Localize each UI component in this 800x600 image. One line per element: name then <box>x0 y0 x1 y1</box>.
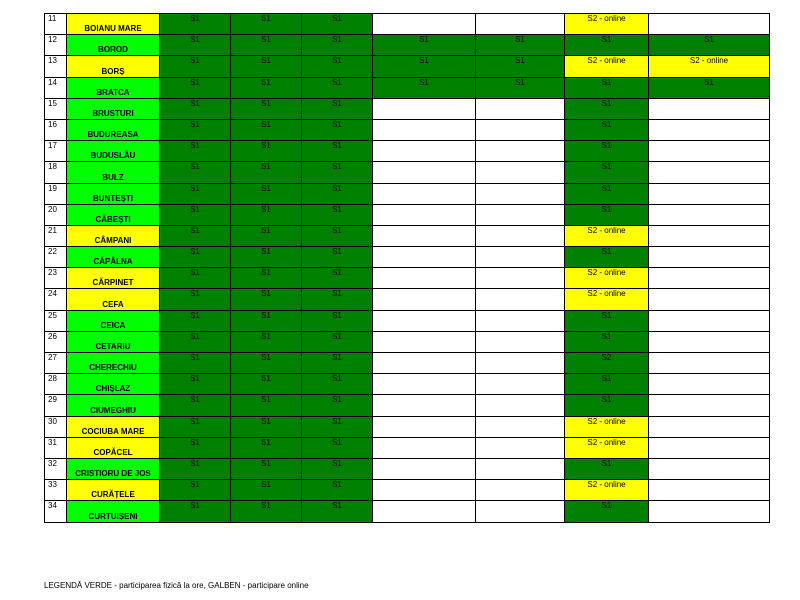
table-row <box>45 289 770 310</box>
session-cell <box>373 437 476 458</box>
session-cell: S1 <box>649 77 770 98</box>
locality-name: BUNTEȘTI <box>67 183 160 204</box>
session-cell <box>373 225 476 246</box>
session-cell: S1 <box>160 501 231 522</box>
session-cell: S1 <box>160 247 231 268</box>
session-cell: S1 <box>231 458 302 479</box>
table-row <box>45 225 770 246</box>
session-cell <box>649 141 770 162</box>
session-cell: S1 <box>302 56 373 77</box>
row-number: 21 <box>45 225 67 246</box>
session-cell <box>649 98 770 119</box>
row-number: 17 <box>45 141 67 162</box>
session-cell: S1 <box>302 77 373 98</box>
session-cell <box>476 437 565 458</box>
row-number: 34 <box>45 501 67 522</box>
session-cell <box>649 119 770 140</box>
session-cell <box>476 247 565 268</box>
locality-name: BRATCA <box>67 77 160 98</box>
table-row <box>45 437 770 458</box>
table-row <box>45 247 770 268</box>
session-cell: S1 <box>565 204 649 225</box>
session-cell: S1 <box>231 416 302 437</box>
session-cell: S1 <box>231 141 302 162</box>
session-cell: S1 <box>302 162 373 183</box>
session-cell: S1 <box>565 183 649 204</box>
table-row <box>45 395 770 416</box>
session-cell <box>373 374 476 395</box>
session-cell: S1 <box>231 331 302 352</box>
session-cell <box>373 162 476 183</box>
row-number: 16 <box>45 119 67 140</box>
session-cell: S1 <box>565 374 649 395</box>
session-cell: S1 <box>231 247 302 268</box>
session-cell <box>649 268 770 289</box>
session-cell: S1 <box>231 353 302 374</box>
session-cell: S1 <box>160 225 231 246</box>
session-cell: S1 <box>160 204 231 225</box>
row-number: 23 <box>45 268 67 289</box>
session-cell <box>649 204 770 225</box>
locality-name: BOROD <box>67 35 160 56</box>
session-cell: S1 <box>160 141 231 162</box>
session-cell: S1 <box>373 56 476 77</box>
session-cell <box>649 331 770 352</box>
session-cell: S1 <box>302 225 373 246</box>
table-row <box>45 183 770 204</box>
session-cell: S1 <box>160 395 231 416</box>
session-cell: S2 - online <box>565 437 649 458</box>
table-row <box>45 14 770 35</box>
session-cell <box>649 225 770 246</box>
session-cell: S1 <box>373 77 476 98</box>
session-cell <box>649 162 770 183</box>
session-cell <box>476 119 565 140</box>
session-cell: S1 <box>565 98 649 119</box>
session-cell <box>476 14 565 35</box>
session-cell <box>476 204 565 225</box>
row-number: 18 <box>45 162 67 183</box>
locality-name: BUDUSLĂU <box>67 141 160 162</box>
session-cell: S1 <box>302 416 373 437</box>
session-cell <box>476 501 565 522</box>
session-cell <box>373 310 476 331</box>
session-cell <box>373 98 476 119</box>
session-cell <box>476 289 565 310</box>
row-number: 29 <box>45 395 67 416</box>
session-cell: S1 <box>565 395 649 416</box>
session-cell: S1 <box>302 353 373 374</box>
session-cell <box>373 353 476 374</box>
session-cell <box>476 225 565 246</box>
session-cell <box>649 247 770 268</box>
session-cell <box>476 183 565 204</box>
session-cell <box>373 183 476 204</box>
locality-name: CHIȘLAZ <box>67 374 160 395</box>
session-cell <box>476 98 565 119</box>
session-cell: S1 <box>649 35 770 56</box>
locality-name: CIUMEGHIU <box>67 395 160 416</box>
legend-text: LEGENDĂ VERDE - participarea fizică la ore, GALBEN - participare online <box>44 581 309 590</box>
row-number: 13 <box>45 56 67 77</box>
session-cell: S1 <box>231 183 302 204</box>
row-number: 15 <box>45 98 67 119</box>
table-row <box>45 501 770 522</box>
session-cell: S1 <box>565 162 649 183</box>
session-cell <box>373 416 476 437</box>
session-cell: S1 <box>565 77 649 98</box>
session-cell: S1 <box>231 204 302 225</box>
session-cell: S1 <box>231 395 302 416</box>
session-cell <box>476 331 565 352</box>
session-cell <box>476 458 565 479</box>
locality-name: BORȘ <box>67 56 160 77</box>
session-cell: S1 <box>160 77 231 98</box>
session-cell: S1 <box>231 35 302 56</box>
table-row <box>45 77 770 98</box>
session-cell <box>649 395 770 416</box>
session-cell: S1 <box>231 98 302 119</box>
session-cell: S1 <box>160 480 231 501</box>
session-cell: S1 <box>160 353 231 374</box>
session-cell: S1 <box>302 247 373 268</box>
session-cell: S1 <box>373 35 476 56</box>
session-cell: S2 - online <box>565 56 649 77</box>
session-cell: S1 <box>302 119 373 140</box>
session-cell: S1 <box>160 162 231 183</box>
session-cell: S1 <box>476 77 565 98</box>
session-cell: S1 <box>160 183 231 204</box>
session-cell: S1 <box>565 35 649 56</box>
session-cell: S1 <box>302 374 373 395</box>
session-cell <box>649 480 770 501</box>
row-number: 30 <box>45 416 67 437</box>
session-cell: S1 <box>231 501 302 522</box>
session-cell: S1 <box>565 247 649 268</box>
session-cell <box>649 458 770 479</box>
session-cell <box>649 183 770 204</box>
table-row <box>45 204 770 225</box>
session-cell: S1 <box>302 501 373 522</box>
attendance-table <box>44 13 770 523</box>
table-row <box>45 374 770 395</box>
session-cell: S1 <box>302 98 373 119</box>
session-cell: S1 <box>231 225 302 246</box>
session-cell: S1 <box>302 331 373 352</box>
session-cell <box>649 310 770 331</box>
table-row <box>45 416 770 437</box>
session-cell: S1 <box>302 458 373 479</box>
locality-name: CĂBEȘTI <box>67 204 160 225</box>
row-number: 19 <box>45 183 67 204</box>
session-cell: S1 <box>231 289 302 310</box>
session-cell: S1 <box>302 395 373 416</box>
session-cell <box>373 204 476 225</box>
session-cell: S1 <box>565 331 649 352</box>
row-number: 22 <box>45 247 67 268</box>
session-cell <box>649 501 770 522</box>
table-row <box>45 480 770 501</box>
session-cell: S1 <box>160 458 231 479</box>
session-cell: S1 <box>565 310 649 331</box>
session-cell: S1 <box>302 35 373 56</box>
table-row <box>45 331 770 352</box>
session-cell <box>476 480 565 501</box>
session-cell: S1 <box>302 437 373 458</box>
session-cell: S1 <box>302 14 373 35</box>
session-cell: S1 <box>160 98 231 119</box>
table-row <box>45 353 770 374</box>
session-cell: S2 <box>565 353 649 374</box>
session-cell: S1 <box>231 480 302 501</box>
session-cell <box>373 247 476 268</box>
session-cell: S1 <box>302 268 373 289</box>
session-cell <box>373 119 476 140</box>
session-cell <box>649 14 770 35</box>
session-cell: S1 <box>231 56 302 77</box>
session-cell <box>373 331 476 352</box>
table-row <box>45 268 770 289</box>
row-number: 31 <box>45 437 67 458</box>
row-number: 27 <box>45 353 67 374</box>
session-cell <box>649 289 770 310</box>
session-cell <box>649 353 770 374</box>
table-body <box>45 14 770 523</box>
session-cell: S1 <box>302 289 373 310</box>
session-cell <box>373 14 476 35</box>
locality-name: CURTUIȘENI <box>67 501 160 522</box>
session-cell <box>476 374 565 395</box>
row-number: 26 <box>45 331 67 352</box>
session-cell <box>649 437 770 458</box>
session-cell: S1 <box>160 416 231 437</box>
session-cell: S2 - online <box>565 416 649 437</box>
session-cell <box>373 289 476 310</box>
row-number: 20 <box>45 204 67 225</box>
row-number: 11 <box>45 14 67 35</box>
session-cell <box>373 458 476 479</box>
locality-name: BRUSTURI <box>67 98 160 119</box>
locality-name: CRISTIORU DE JOS <box>67 458 160 479</box>
table-row <box>45 162 770 183</box>
session-cell: S1 <box>302 204 373 225</box>
locality-name: BUDUREASA <box>67 119 160 140</box>
session-cell: S1 <box>302 183 373 204</box>
locality-name: CĂRPINET <box>67 268 160 289</box>
session-cell <box>476 310 565 331</box>
session-cell: S1 <box>231 77 302 98</box>
session-cell: S1 <box>160 374 231 395</box>
session-cell: S1 <box>160 56 231 77</box>
session-cell: S1 <box>231 14 302 35</box>
session-cell: S1 <box>302 141 373 162</box>
session-cell <box>373 141 476 162</box>
session-cell: S1 <box>231 437 302 458</box>
locality-name: CEICA <box>67 310 160 331</box>
table-row <box>45 56 770 77</box>
session-cell <box>373 480 476 501</box>
session-cell <box>476 141 565 162</box>
session-cell: S2 - online <box>565 14 649 35</box>
session-cell: S1 <box>565 141 649 162</box>
table-row <box>45 458 770 479</box>
session-cell: S2 - online <box>565 480 649 501</box>
session-cell: S1 <box>160 14 231 35</box>
session-cell: S1 <box>302 480 373 501</box>
session-cell: S2 - online <box>565 289 649 310</box>
row-number: 32 <box>45 458 67 479</box>
session-cell <box>476 353 565 374</box>
session-cell <box>649 374 770 395</box>
session-cell: S1 <box>160 331 231 352</box>
session-cell: S1 <box>160 289 231 310</box>
session-cell: S1 <box>231 310 302 331</box>
locality-name: COPĂCEL <box>67 437 160 458</box>
locality-name: CÂMPANI <box>67 225 160 246</box>
table-row <box>45 35 770 56</box>
locality-name: CĂPÂLNA <box>67 247 160 268</box>
session-cell <box>649 416 770 437</box>
session-cell: S1 <box>565 501 649 522</box>
session-cell <box>476 416 565 437</box>
session-cell: S1 <box>476 56 565 77</box>
table-row <box>45 141 770 162</box>
session-cell: S2 - online <box>565 268 649 289</box>
locality-name: BOIANU MARE <box>67 14 160 35</box>
session-cell: S1 <box>231 374 302 395</box>
session-cell <box>373 501 476 522</box>
locality-name: CEFA <box>67 289 160 310</box>
session-cell: S2 - online <box>565 225 649 246</box>
session-cell: S1 <box>302 310 373 331</box>
session-cell <box>373 268 476 289</box>
table-row <box>45 98 770 119</box>
row-number: 14 <box>45 77 67 98</box>
row-number: 12 <box>45 35 67 56</box>
row-number: 24 <box>45 289 67 310</box>
session-cell: S1 <box>565 458 649 479</box>
session-cell: S1 <box>160 310 231 331</box>
table-row <box>45 119 770 140</box>
locality-name: CHERECHIU <box>67 353 160 374</box>
session-cell: S1 <box>160 119 231 140</box>
session-cell: S1 <box>565 119 649 140</box>
session-cell: S1 <box>476 35 565 56</box>
session-cell <box>476 268 565 289</box>
row-number: 28 <box>45 374 67 395</box>
session-cell: S2 - online <box>649 56 770 77</box>
session-cell <box>476 162 565 183</box>
session-cell <box>373 395 476 416</box>
row-number: 25 <box>45 310 67 331</box>
session-cell: S1 <box>160 35 231 56</box>
session-cell: S1 <box>160 268 231 289</box>
table-row <box>45 310 770 331</box>
row-number: 33 <box>45 480 67 501</box>
session-cell <box>476 395 565 416</box>
locality-name: CETARIU <box>67 331 160 352</box>
session-cell: S1 <box>231 119 302 140</box>
locality-name: BULZ <box>67 162 160 183</box>
session-cell: S1 <box>231 162 302 183</box>
session-cell: S1 <box>160 437 231 458</box>
locality-name: CURĂȚELE <box>67 480 160 501</box>
session-cell: S1 <box>231 268 302 289</box>
locality-name: COCIUBA MARE <box>67 416 160 437</box>
